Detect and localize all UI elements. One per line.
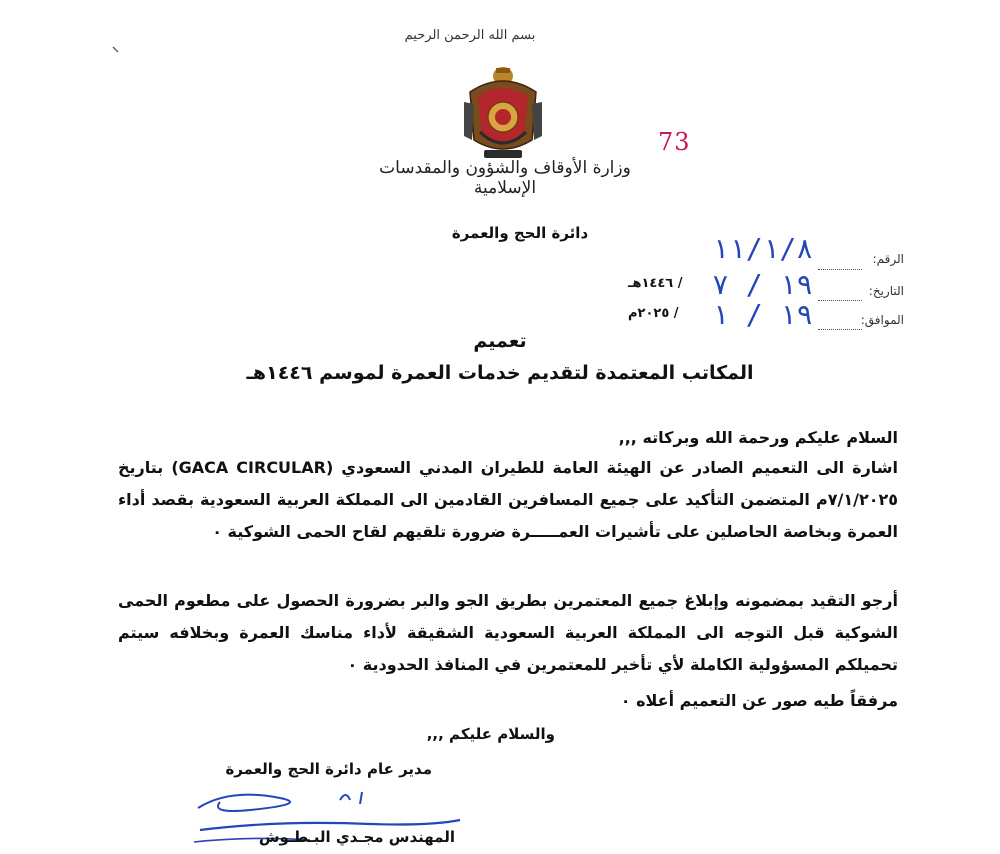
handwritten-reference-number: ١١/١/٨ (712, 232, 814, 265)
handwritten-date: ١٩ / ٧ (712, 268, 814, 301)
gregorian-year: / ٢٠٢٥م (628, 306, 679, 321)
dotted-line (818, 328, 862, 330)
paragraph-3: مرفقاً طيه صور عن التعميم أعلاه ٠ (620, 691, 898, 710)
dotted-line (818, 299, 862, 301)
signer-name: المهندس مجـدي البـطـوش (258, 828, 455, 846)
jordan-coat-of-arms-icon (460, 62, 546, 162)
reference-date-label: التاريخ: (868, 284, 904, 298)
document-subject: المكاتب المعتمدة لتقديم خدمات العمرة لموسم ١٤٤٦هـ (246, 362, 754, 384)
page-number: 73 (658, 128, 691, 156)
document-title: تعميم (473, 330, 527, 352)
department-name: دائرة الحج والعمرة (451, 224, 589, 242)
ministry-name: وزارة الأوقاف والشؤون والمقدسات الإسلامية (379, 158, 631, 198)
signer-title: مدير عام دائرة الحج والعمرة (225, 760, 432, 778)
paragraph-2: أرجو التقيد بمضمونه وإبلاغ جميع المعتمرين بطريق الجو والبر بضرورة الحصول على مطعوم الحمى الشوكية قبل التوجه الى المملكة العربية السعودية الشقيقة لأداء مناسك العمرة وبخلافه سيتم تحميلكم المسؤولية الكاملة لأي تأخير للمعتمرين في المنافذ الحدودية ٠ (118, 591, 898, 674)
closing: والسلام عليكم ,,, (426, 725, 555, 743)
paragraph-1: اشارة الى التعميم الصادر عن الهيئة العامة للطيران المدني السعودي (GACA CIRCULAR) بتاريخ ٧/١/٢٠٢٥م المتضمن التأكيد على جميع المسافرين القادمين الى المملكة العربية السعودية بقصد أداء العمرة وبخاصة الحاصلين على تأشيرات العمـــــرة ضرورة تلقيهم لقاح الحمى الشوكية ٠ (118, 458, 899, 541)
hijri-year: / ١٤٤٦هـ (628, 276, 683, 291)
reference-number-label: الرقم: (872, 252, 904, 266)
basmala: بسم الله الرحمن الرحيم (404, 28, 536, 43)
dotted-line (818, 268, 862, 270)
greeting: السلام عليكم ورحمة الله وبركاته ,,, (618, 428, 898, 447)
stray-mark (112, 46, 120, 54)
handwritten-corresponding-date: ١٩ / ١ (712, 298, 814, 331)
reference-corresponding-label: الموافق: (860, 313, 904, 327)
